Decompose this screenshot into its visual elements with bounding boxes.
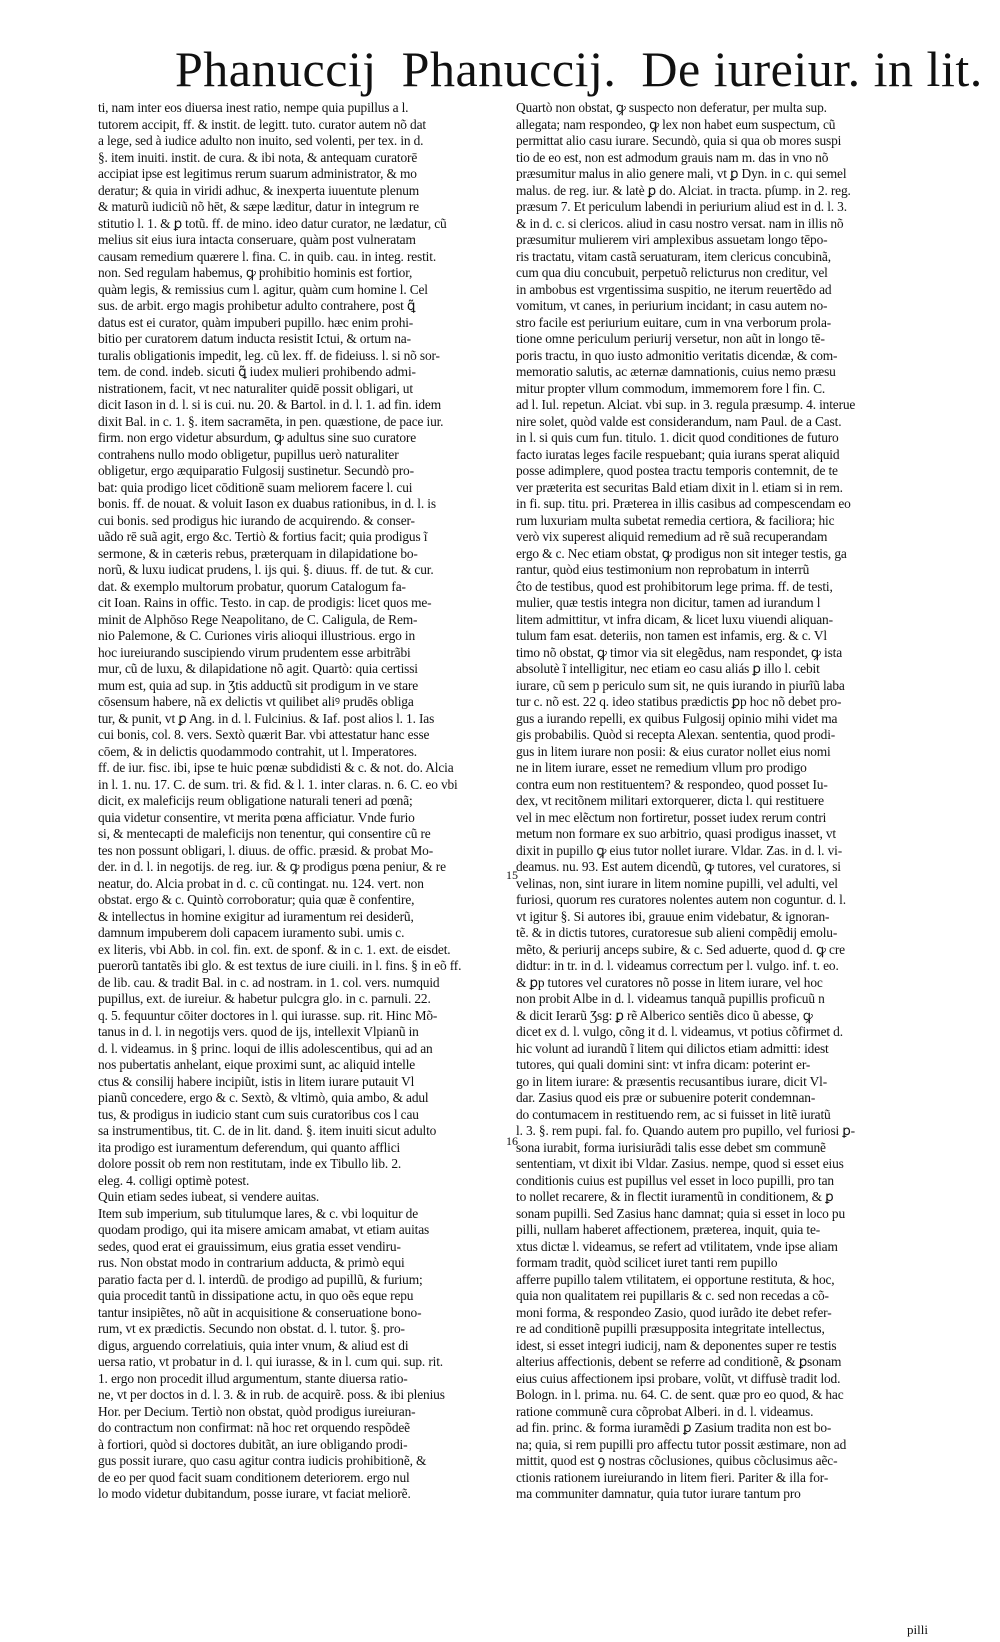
text-line: formam tradit, quòd scilicet iuret tanti rem pupillo	[516, 1255, 778, 1270]
text-line: tantur insipiẽtes, nõ aũt in acquisitione & conseruatione bono-	[98, 1304, 422, 1320]
text-line: dat. & exemplo multorum probatur, quorum Catalogum fa-	[98, 578, 406, 594]
text-line: & in d. c. si clericos. aliud in casu nostro versat. nam in illis nõ	[516, 215, 844, 231]
text-line: a lege, sed à iudice adulto non inuito, sed volenti, per tex. in d.	[98, 133, 424, 148]
text-line: ad l. Iul. repetun. Alciat. vbi sup. in 3. regula præsump. 4. interue	[516, 397, 856, 412]
text-line: dixit in pupillo ꝙ eius tutor nollet iurare. Vldar. Zas. in d. l. vi-	[516, 842, 842, 858]
text-line: poris tractu, in quo iusto admonitio veritatis dicendæ, & com-	[516, 347, 838, 363]
text-line: cōsensum habere, nã ex delictis vt quilibet aliꝰ prudēs obliga	[98, 694, 414, 709]
text-line: ĉto de testibus, quod est prohibitorum lege prima. ff. de testi,	[516, 578, 833, 594]
text-line: gus in litem iurare non posii: & eius curator nollet eius nomi	[516, 743, 831, 759]
text-line: ergo & c. Nec etiam obstat, ꝙ prodigus non sit integer testis, ga	[516, 545, 847, 561]
text-line: Item sub imperium, sub titulumque lares, & c. vbi loquitur de	[98, 1205, 418, 1221]
text-line: verò vix superest aliquid remedium ad rẽ suã recuperandam	[516, 529, 828, 544]
text-line: ex literis, vbi Abb. in col. fin. ext. de sponf. & in c. 1. ext. de eisdet.	[98, 941, 451, 957]
text-line: sermone, & in cæteris rebus, præterquam in dilapidatione bo-	[98, 545, 418, 561]
text-line: quàm legis, & remissius cum l. agitur, quàm cum homine l. Cel	[98, 281, 428, 297]
text-line: afferre pupillo talem vtilitatem, ei opportune restituta, & hoc,	[516, 1271, 835, 1287]
text-line: uãdo rē suã agit, ergo &c. Tertiò & fortius facit; quia prodigus ĩ	[98, 529, 428, 544]
text-line: bonis. ff. de nouat. & voluit Iason ex duabus rationibus, in d. l. is	[98, 496, 436, 511]
text-line: gus a iurando repelli, ex quibus Fulgosij opinio mihi videt ma	[516, 710, 838, 726]
text-line: puerorũ tantatẽs ibi glo. & est textus de iure ciuili. in l. fins. § in eõ ff.	[98, 958, 462, 973]
text-line: pupillus, ext. de iureiur. & habetur pulcgra glo. in c. parnuli. 22.	[98, 991, 431, 1006]
text-line: gis probabilis. Quòd si recepta Alexan. sententia, quod prodi-	[516, 727, 836, 742]
text-line: in ambobus est vrgentissima suspitio, ne iterum reuertẽdo ad	[516, 281, 832, 297]
text-line: ctus & consilij habere incipiũt, istis in litem iurare putauit Vl	[98, 1073, 415, 1089]
text-line: ratione communẽ cura cõprobat Alberi. in d. l. videamus.	[516, 1403, 814, 1419]
text-line: furiosi, quorum res curatores nolentes autem non coguntur. d. l.	[516, 892, 846, 907]
text-line: ver præterita est securitas Bald etiam dixit in l. etiam si in rem.	[516, 479, 843, 495]
text-line: dex, vt recitõnem militari extorquerer, dicta l. qui restituere	[516, 793, 824, 808]
text-line: deamus. nu. 93. Est autem dicendũ, ꝙ tutores, vel curatores, si	[516, 859, 841, 874]
text-line: tur, & punit, vt ꝑ Ang. in d. l. Fulcinius. & Iaf. post alios l. 1. Ias	[98, 710, 435, 726]
text-line: xtus dictæ l. videamus, se refert ad vtilitatem, vnde ipse aliam	[516, 1238, 838, 1254]
text-line: contra eum non restituentem? & respondeo, quod posset Iu-	[516, 776, 828, 792]
text-line: gus possit iurare, quo casu agitur contra iudicis prohibitionẽ, &	[98, 1453, 427, 1468]
text-line: & maturũ iudiciũ nõ hēt, & sæpe læditur, datur in integrum re	[98, 199, 419, 214]
text-line: & intellectus in homine exigitur ad iuramentum rei desiderũ,	[98, 908, 414, 924]
text-line: & ꝑp tutores vel curatores nõ posse in litem iurare, vel hoc	[516, 974, 823, 990]
text-line: ma communiter damnatur, quia tutor iurare tantum pro	[516, 1486, 801, 1501]
text-line: præsumitur malus in alio genere mali, vt ꝑ Dyn. in c. qui semel	[516, 166, 847, 181]
text-line: to nollet recarere, & in flectit iuramentũ in conditionem, & ꝑ	[516, 1189, 834, 1204]
text-line: bat: quia prodigo licet cōditionē suam meliorem facere l. cui	[98, 479, 413, 495]
text-line: quia non qualitatem rei pupillaris & c. sed non recedas a cõ-	[516, 1288, 829, 1303]
running-head-author-left: Phanuccij	[175, 41, 377, 97]
text-line: dar. Zasius quod eis præ or subuenire poterit condemnan-	[516, 1090, 816, 1105]
text-line: re ad conditionẽ pupilli præsupposita integritate intellectus,	[516, 1321, 825, 1336]
text-line: præsumitur mulierem viri amplexibus assuetam longo tēpo-	[516, 232, 828, 247]
text-line: 1. ergo non procedit illud argumentum, stante diuersa ratio-	[98, 1370, 408, 1386]
text-line: si, & mentecapti de maleficijs non tenentur, qui consentire cũ re	[98, 826, 431, 841]
text-line: timo nõ obstat, ꝙ timor via sit elegẽdus, nam respondet, ꝙ ista	[516, 644, 843, 660]
text-line: memoratio salutis, ac æternæ damnationis, cuius nemo præsu	[516, 364, 836, 379]
text-line: deratur; & quia in viridi adhuc, & inexperta iuuentute plenum	[98, 182, 420, 198]
text-line: damnum impuberem doli capacem iuramento subi. umis c.	[98, 925, 405, 940]
text-line: stro facile est periurium euitare, cum in vna verborum prola-	[516, 314, 832, 330]
text-line: nistrationem, facit, vt nec naturaliter quidē possit obligari, ut	[98, 380, 413, 396]
text-line: contrahens nullo modo obligetur, pupillus uerò naturaliter	[98, 446, 399, 462]
text-line: l. 3. §. rem pupi. fal. fo. Quando autem pro pupillo, vel furiosi ꝑ-	[516, 1123, 855, 1138]
text-line: neatur, do. Alcia probat in d. c. cũ contingat. nu. 124. vert. non	[98, 875, 424, 891]
text-line: sedes, quod erat ei grauissimum, eius gratia esset vendiru-	[98, 1238, 401, 1254]
text-line: quia videtur consentire, vt merita pœna afficiatur. Vnde furio	[98, 809, 415, 825]
text-line: velinas, non, sint iurare in litem nomine pupilli, vel adulti, vel	[516, 875, 838, 891]
text-line: digus, arguendo correlatiuis, quia inter vnum, & aliud est di	[98, 1337, 409, 1353]
text-line: paratio facta per d. l. interdũ. de prodigo ad pupillũ, & furium;	[98, 1271, 423, 1287]
running-head	[175, 38, 983, 100]
text-line: tes non possunt obligari, l. diuus. de offic. præsid. & probat Mo-	[98, 842, 434, 858]
text-line: in l. 1. nu. 17. C. de sum. tri. & fid. & l. 1. inter claras. n. 6. C. eo vbi	[98, 776, 458, 792]
text-line: pilli, nullam haberet affectionem, præterea, inquit, quia te-	[516, 1222, 821, 1237]
text-line: in l. si quis cum fun. titulo. 1. dicit quod conditiones de futuro	[516, 430, 839, 445]
text-line: quia procedit tantũ in dissipatione actu, in quo oẽs eque repu	[98, 1288, 414, 1303]
text-line: tutorem accipit, ff. & instit. de legitt. tuto. curator autem nõ dat	[98, 116, 426, 132]
text-line: eleg. 4. colligi optimè potest.	[98, 1172, 250, 1188]
text-line: mẽto, & periurij anceps subire, & c. Sed aduerte, quod d. ꝙ cre	[516, 941, 845, 957]
text-line: à fortiori, quòd si doctores dubitãt, an iure obligando prodi-	[98, 1436, 408, 1452]
text-line: pianũ concedere, ergo & c. Sextò, & vltimò, quia ambo, & adul	[98, 1090, 429, 1105]
text-line: hic volunt ad iurandũ ĩ litem qui dilictos etiam admitti: idest	[516, 1040, 829, 1056]
text-line: Hor. per Decium. Tertiò non obstat, quòd prodigus iureiuran-	[98, 1403, 416, 1419]
text-line: cui bonis. sed prodigus hic iurando de acquirendo. & conser-	[98, 512, 415, 528]
text-line: tur c. nõ est. 22 q. ideo statibus prædictis ꝑp hoc nõ debet pro-	[516, 694, 842, 709]
text-line: dicit, ex maleficijs reum obligatione naturali teneri ad pœnã;	[98, 793, 413, 808]
text-line: turalis obligationis impedit, leg. cũ lex. ff. de fideiuss. l. si nõ sor-	[98, 347, 440, 363]
text-line: metum non formare ex suo arbitrio, quasi prodigus inasset, vt	[516, 826, 836, 841]
text-line: bitio per curatorem datum inducta resistit Ictui, & ortum na-	[98, 331, 411, 346]
text-line: cui bonis, col. 8. vers. Sextò quærit Bar. vbi attestatur hanc esse	[98, 727, 430, 742]
text-line: tulum fam esat. deteriis, non tamen est infamis, erg. & c. Vl	[516, 628, 827, 643]
text-line: do contumacem in restituendo rem, ac si fuisset in litẽ iuratũ	[516, 1106, 831, 1122]
text-line: cum qua diu concubuit, perpetuõ relicturus non creditur, vel	[516, 265, 828, 280]
text-line: sententiam, vt dixit ibi Vldar. Zasius. nempe, quod si esset eius	[516, 1156, 844, 1171]
margin-note-number: 16	[506, 1134, 518, 1148]
text-line: quodam prodigo, qui ita misere amicam amabat, vt etiam auitas	[98, 1222, 430, 1237]
text-line: rum luxuriam multa subetat remedia certiora, & faciliora; hic	[516, 512, 835, 528]
text-line: dicit Iason in d. l. si is cui. nu. 20. & Bartol. in d. l. 1. ad fin. idem	[98, 397, 441, 412]
text-line: mitur propter vllum commodum, immemorem fore l fin. C.	[516, 380, 826, 396]
catchword: pilli	[907, 1622, 928, 1637]
text-line: Quartò non obstat, ꝙ suspecto non deferatur, per multa sup.	[516, 100, 827, 115]
text-line: lo modo videtur dubitandum, posse iurare, vt faciat meliorẽ.	[98, 1486, 411, 1501]
text-line: non. Sed regulam habemus, ꝙ prohibitio hominis est fortior,	[98, 265, 413, 280]
text-line: go in litem iurare: & præsentis recusantibus iurare, dicit Vl-	[516, 1073, 828, 1089]
text-line: & dicit Ierarũ Ʒsg: ꝑ rẽ Alberico sentiẽs dico ũ abesse, ꝙ	[516, 1007, 813, 1023]
text-line: Quin etiam sedes iubeat, si vendere auitas.	[98, 1189, 320, 1204]
text-line: datus est ei curator, quàm impuberi pupillo. hæc enim prohi-	[98, 314, 414, 330]
text-line: mulier, quæ testis integra non dicitur, tamen ad iurandum l	[516, 595, 821, 610]
text-line: moni forma, & respondeo Zasio, quod iurãdo ite debet refer-	[516, 1304, 832, 1320]
text-line: sonam pupilli. Sed Zasius hanc damnat; quia si esset in loco pu	[516, 1205, 845, 1221]
text-line: iurare, cũ sem p periculo sum sit, ne quis iurando in piurĩũ laba	[516, 677, 845, 693]
text-line: allegata; nam respondeo, ꝙ lex non habet eum suspectum, cũ	[516, 116, 836, 132]
text-line: facto iuratas leges facile respuebant; quia iurans sperat aliquid	[516, 446, 840, 462]
text-line: sa instrumentibus, tit. C. de in lit. dand. §. item inuiti sicut adulto	[98, 1123, 437, 1138]
text-line: tio de eo est, non est admodum grauis nam m. das in vno nõ	[516, 149, 829, 165]
text-line: mum est, quia ad sup. in Ʒtis adductũ sit prodigum in ve stare	[98, 677, 418, 693]
text-line: do contractum non confirmat: nã hoc ret orquendo respõdeẽ	[98, 1420, 410, 1435]
text-line: in fi. sup. titu. pri. Præterea in illis casibus ad compescendam eo	[516, 496, 851, 511]
text-line: mur, cũ de luxu, & dilapidatione nõ agit. Quartò: quia certissi	[98, 661, 418, 676]
text-line: vt igitur §. Si autores ibi, grauue enim videbatur, & ignoran-	[516, 908, 830, 924]
text-line: ne, vt per doctos in d. l. 3. & in rub. de acquirẽ. poss. & ibi plenius	[98, 1387, 445, 1402]
text-line: tem. de cond. indeb. sicuti ꝗ̃ iudex mulieri prohibendo admi-	[98, 364, 416, 379]
right-text-column	[516, 100, 924, 1620]
text-line: de eo per quod facit suam conditionem deteriorem. ergo nul	[98, 1469, 410, 1485]
text-line: alterius affectionis, debent se referre ad conditionẽ, & ꝑsonam	[516, 1354, 842, 1369]
text-line: ris tractatu, vitam castã seruaturam, item clericus concubinã,	[516, 248, 831, 264]
text-line: d. l. videamus. in § princ. loqui de illis adolescentibus, qui ad an	[98, 1040, 433, 1056]
text-line: minit de Alphōso Rege Neapolitano, de C. Caligula, de Rem-	[98, 611, 418, 627]
text-line: nire solet, quòd valde est considerandum, nam Paul. de a Cast.	[516, 413, 842, 429]
text-line: ad fin. princ. & forma iuramẽdi ꝑ Zasium tradita non est bo-	[516, 1420, 832, 1435]
text-line: obligetur, ergo æquiparatio Fulgosij sustinetur. Secundò pro-	[98, 463, 414, 478]
text-line: stitutio l. 1. & ꝑ totũ. ff. de mino. ideo datur curator, ne lædatur, cũ	[98, 215, 447, 231]
text-line: litem admittitur, vt infra dicam, & licet luxu viuendi aliquan-	[516, 611, 833, 627]
text-line: tione omne periculum periurij versetur, non aũt in longo tē-	[516, 331, 825, 346]
text-line: dixit Bal. in c. 1. §. item sacramēta, in pen. quæstione, de pace iur.	[98, 413, 444, 429]
text-line: rantur, quòd eius testimonium non reprobatum in interrũ	[516, 562, 810, 577]
text-line: norũ, & luxu iudicat prudens, l. ijs qui. §. diuus. ff. de tut. & cur.	[98, 562, 434, 577]
text-line: tẽ. & in dictis tutores, curatoresue sub alieni compẽdij emolu-	[516, 925, 838, 940]
text-line: tanus in d. l. in negotijs vers. quod de ijs, intellexit Vlpianũ in	[98, 1024, 419, 1039]
text-line: sona iurabit, forma iurisiurãdi talis esse debet sm communẽ	[516, 1139, 826, 1155]
text-line: de lib. cau. & tradit Bal. in c. ad nostram. in 1. col. vers. numquid	[98, 974, 440, 990]
text-line: der. in d. l. in negotijs. de reg. iur. & ꝙ prodigus pœna peniur, & re	[98, 859, 446, 874]
text-line: cōem, & in delictis quodammodo contrahit, ut l. Imperatores.	[98, 743, 417, 759]
text-line: mittit, quod est ꝯ nostras cõclusiones, quibus cõclusimus aẽc-	[516, 1453, 838, 1468]
text-line: eius cuius affectionem ipsi probare, volũt, vt diffusè tradit lod.	[516, 1370, 841, 1386]
text-line: ctionis rationem iureiurando in litem fieri. Pariter & illa for-	[516, 1469, 829, 1485]
text-line: accipiat ipse est legitimus rerum suarum administrator, & mo	[98, 166, 417, 181]
text-line: hoc iureiurando suscipiendo virum prudentem esse arbitrãbi	[98, 644, 411, 660]
text-line: ff. de iur. fisc. ibi, ipse te huic pœnæ subdidisti & c. & not. do. Alcia	[98, 760, 454, 775]
text-line: idest, si esset integri iudicij, nam & deponentes super re testis	[516, 1337, 837, 1353]
text-line: nio Palemone, & C. Curiones viris alioqui illustrious. ergo in	[98, 628, 416, 643]
text-line: na; quia, si rem pupilli pro affectu tutor possit æstimare, non ad	[516, 1436, 847, 1452]
text-line: causam remedium quærere l. fina. C. in quib. cau. in integ. restit.	[98, 248, 437, 264]
text-line: rus. Non obstat modo in contrarium adducta, & primò equi	[98, 1255, 405, 1270]
text-line: ti, nam inter eos diuersa inest ratio, nempe quia pupillus a l.	[98, 100, 409, 115]
running-head-title: De iureiur. in lit.	[641, 41, 983, 97]
margin-note-number: 15	[506, 868, 518, 882]
text-line: dolore possit ob rem non restitutam, inde ex Tibullo lib. 2.	[98, 1156, 402, 1171]
text-line: melius sit eius iura intacta conseruare, quàm post vulneratam	[98, 232, 416, 247]
text-line: Bologn. in l. prima. nu. 64. C. de sent. quæ pro eo quod, & hac	[516, 1387, 844, 1402]
left-text-column	[98, 100, 506, 1620]
text-line: vel in mec elẽctum non fortiretur, posset iudex rerum contri	[516, 809, 827, 825]
text-line: permittat alio casu iurare. Secundò, quia si qua ob mores suspi	[516, 133, 842, 148]
text-line: sus. de arbit. ergo magis prohibetur adulto contrahere, post ꝗ̃	[98, 298, 416, 313]
text-line: ne in litem iurare, esset ne remedium vllum pro prodigo	[516, 760, 807, 775]
text-line: obstat. ergo & c. Quintò corroboratur; quia quæ ẽ confentire,	[98, 892, 415, 907]
text-line: conditionis cuius est pupillus vel esset in loco pupilli, pro tan	[516, 1172, 834, 1188]
text-line: rum, vt ex prædictis. Secundo non obstat. d. l. tutor. §. pro-	[98, 1321, 405, 1336]
text-line: tutores, qui quali domini sint: vt infra dicam: poterint er-	[516, 1057, 811, 1072]
text-line: posse adimplere, quod postea tractu temporis contemnit, de te	[516, 463, 838, 478]
text-line: absolutè ĩ intelligitur, nec etiam eo casu aliás ꝑ illo l. cebit	[516, 661, 820, 676]
text-line: præsum 7. Et periculum labendi in periurium aliud est in d. l. 3.	[516, 199, 847, 214]
text-line: tus, & prodigus in iudicio stant cum suis curatoribus cos l cau	[98, 1106, 419, 1122]
text-line: nos pubertatis anhelant, eique proximi sunt, ac aliquid intelle	[98, 1057, 416, 1072]
text-line: didtur: in tr. in d. l. videamus correctum per l. vulgo. inf. t. eo.	[516, 958, 839, 973]
text-line: dicet ex d. l. vulgo, cõng it d. l. videamus, vt potius cõfirmet d.	[516, 1024, 843, 1039]
text-line: uersa ratio, vt probatur in d. l. qui iurasse, & in l. cum qui. sup. rit.	[98, 1354, 443, 1369]
text-line: ita prodigo est iuramentum deferendum, qui quanto afflici	[98, 1139, 401, 1155]
text-line: firm. non ergo videtur absurdum, ꝙ adultus sine suo curatore	[98, 430, 417, 445]
text-line: cit Ioan. Rains in offic. Testo. in cap. de prodigis: licet quos me-	[98, 595, 432, 610]
text-line: vomitum, vt canes, in periurium incidant; in casu autem no-	[516, 298, 828, 313]
text-line: non probit Albe in d. l. videamus tanquã pupillis proficuũ n	[516, 991, 825, 1006]
text-line: q. 5. fequuntur cōiter doctores in l. qui iurasse. sup. rit. Hinc Mõ-	[98, 1007, 438, 1023]
text-line: malus. de reg. iur. & latè ꝑ do. Alciat. in tracta. pſump. in 2. reg.	[516, 182, 851, 198]
running-head-author-right: Phanuccij.	[401, 41, 617, 97]
text-line: §. item inuiti. instit. de cura. & ibi nota, & antequam curatorē	[98, 149, 418, 165]
